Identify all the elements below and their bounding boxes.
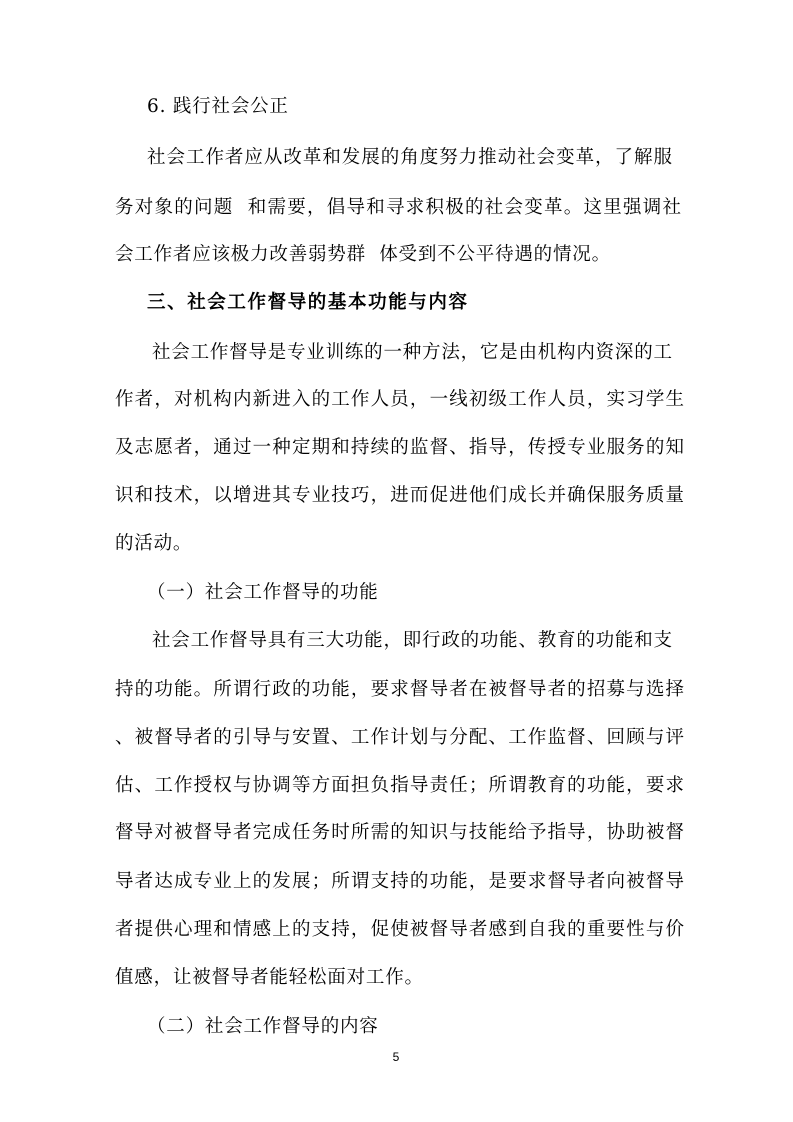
text-line: 、被督导者的引导与安置、工作计划与分配、工作监督、回顾与评 (115, 727, 684, 748)
subsection-heading: （一）社会工作督导的功能 (147, 582, 379, 603)
text-line: 导者达成专业上的发展；所谓支持的功能，是要求督导者向被督导 (115, 871, 684, 892)
text-line: 督导对被督导者完成任务时所需的知识与技能给予指导，协助被督 (115, 822, 684, 843)
text-line: 务对象的问题 和需要，倡导和寻求积极的社会变革。这里强调社 (115, 197, 681, 218)
text-line: 者提供心理和情感上的支持，促使被督导者感到自我的重要性与价 (115, 919, 684, 940)
text-line: 会工作者应该极力改善弱势群 体受到不公平待遇的情况。 (115, 244, 611, 265)
subsection-heading: （二）社会工作督导的内容 (147, 1016, 379, 1037)
text-line: 社会工作督导具有三大功能，即行政的功能、教育的功能和支 (152, 630, 672, 651)
text-line: 及志愿者，通过一种定期和持续的监督、指导，传授专业服务的知 (115, 437, 684, 458)
text-line: 识和技术，以增进其专业技巧，进而促进他们成长并确保服务质量 (115, 485, 684, 506)
text-line: 作者，对机构内新进入的工作人员，一线初级工作人员，实习学生 (115, 389, 684, 410)
page-number: 5 (392, 1050, 400, 1064)
text-line: 估、工作授权与协调等方面担负指导责任；所谓教育的功能，要求 (115, 775, 684, 796)
text-line: 值感，让被督导者能轻松面对工作。 (115, 967, 424, 988)
text-line: 社会工作督导是专业训练的一种方法，它是由机构内资深的工 (152, 342, 672, 363)
text-line: 的活动。 (115, 533, 193, 554)
text-line: 持的功能。所谓行政的功能，要求督导者在被督导者的招募与选择 (115, 679, 684, 700)
section-heading: 三、社会工作督导的基本功能与内容 (147, 292, 469, 313)
text-line: 社会工作者应从改革和发展的角度努力推动社会变革，了解服 (147, 147, 672, 168)
subsection-heading: 6. 践行社会公正 (147, 96, 289, 117)
